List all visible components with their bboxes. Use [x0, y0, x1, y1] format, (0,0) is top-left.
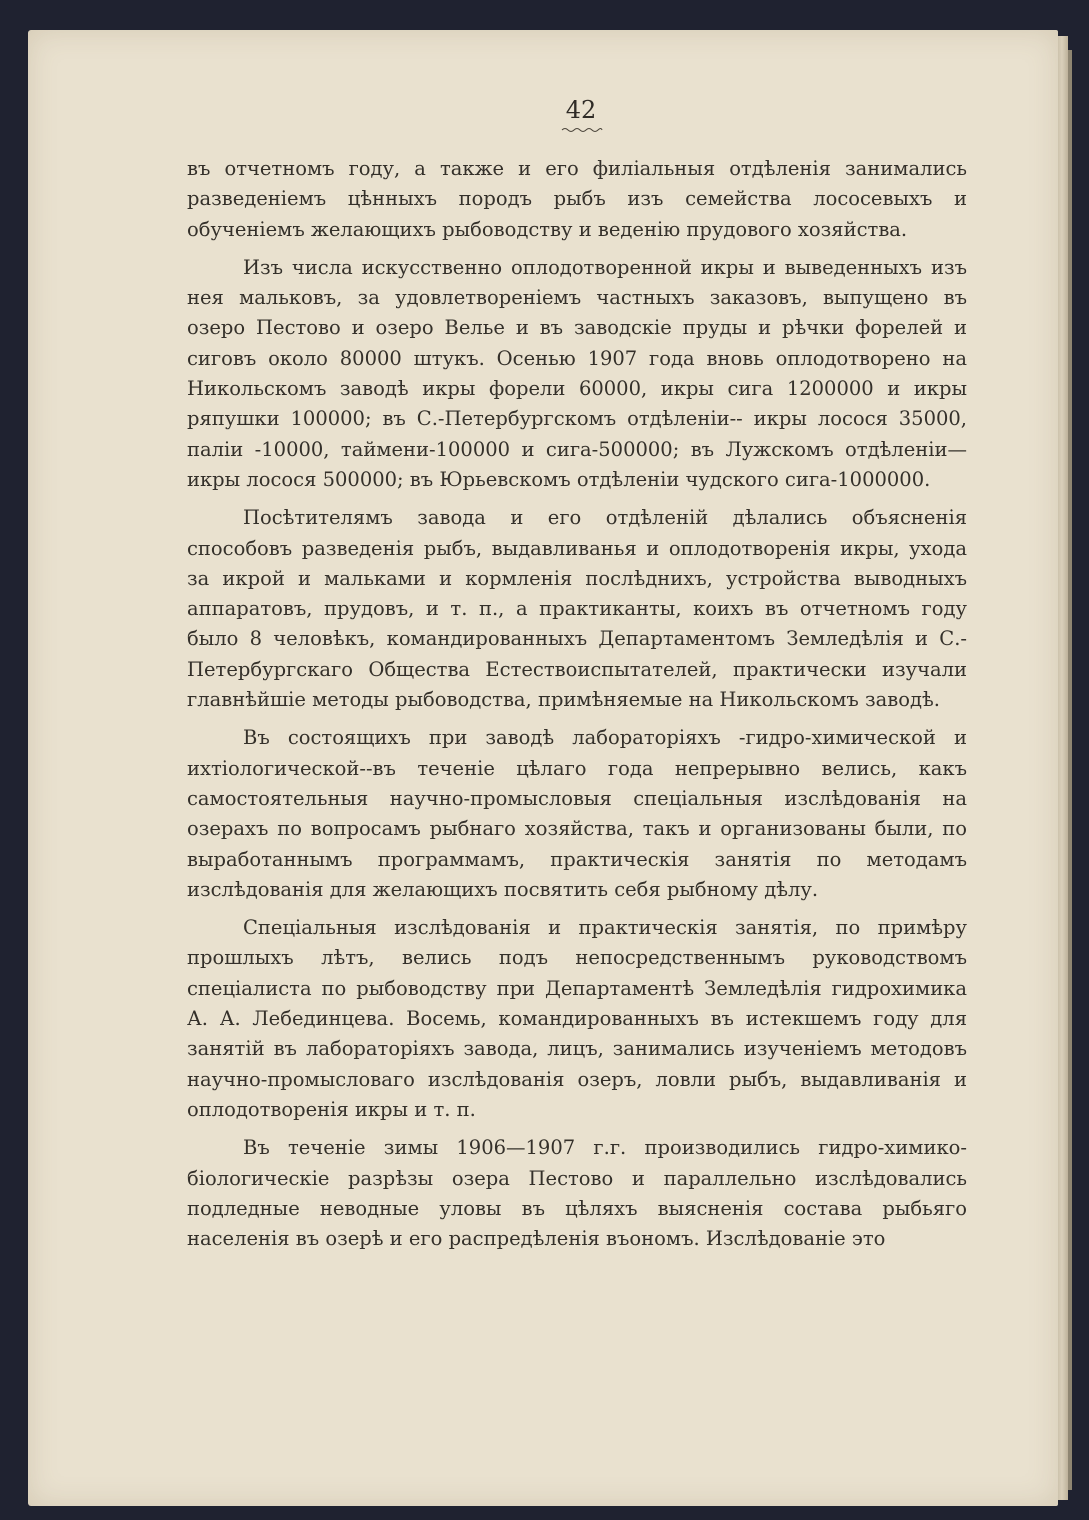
- page-number-ornament: [561, 126, 603, 134]
- page-stack-edge: [1058, 36, 1068, 1500]
- page-number: 42: [565, 96, 597, 124]
- body-text: [187, 154, 967, 1262]
- paragraph-3: Посѣтителямъ завода и его отдѣленій дѣлались объясненія способовъ разведенія рыбъ, выдавливанья и оплодотворенія икры, ухода за икрой и мальками и кормленія послѣднихъ, устройства выводныхъ аппаратовъ, прудовъ, и т. п., а практиканты, коихъ въ отчетномъ году было 8 человѣкъ, командированныхъ Департаментомъ Земледѣлія и С.-Петербургскаго Общества Естествоиспытателей, практически изучали главнѣйшіе методы рыбоводства, примѣняемые на Никольскомъ заводѣ.: [187, 506, 967, 712]
- paragraph-6: Въ теченіе зимы 1906—1907 г.г. производились гидро-химико-біологическіе разрѣзы озера Пестово и параллельно изслѣдовались подледные неводные уловы въ цѣляхъ выясненія состава рыбьяго населенія въ озерѣ и его распредѣленія въономъ. Изслѣдованіе это: [187, 1136, 967, 1251]
- paragraph-5: Спеціальныя изслѣдованія и практическія занятія, по примѣру прошлыхъ лѣтъ, велись подъ непосредственнымъ руководствомъ спеціалиста по рыбоводству при Департаментѣ Земледѣлія гидрохимика А. А. Лебединцева. Восемь, командированныхъ въ истекшемъ году для занятій въ лабораторіяхъ завода, лицъ, занимались изученіемъ методовъ научно-промысловаго изслѣдованія озеръ, ловли рыбъ, выдавливанія и оплодотворенія икры и т. п.: [187, 916, 967, 1121]
- paragraph-2: Изъ числа искусственно оплодотворенной икры и выведенныхъ изъ нея мальковъ, за удовлетвореніемъ частныхъ заказовъ, выпущено въ озеро Пестово и озеро Велье и въ заводскіе пруды и рѣчки форелей и сиговъ около 80000 штукъ. Осенью 1907 года вновь оплодотворено на Никольскомъ заводѣ икры форели 60000, икры сига 1200000 и икры ряпушки 100000; въ С.-Петербургскомъ отдѣленіи-- икры лосося 35000, паліи -10000, таймени-100000 и сига-500000; въ Лужскомъ отдѣленіи—икры лосося 500000; въ Юрьевскомъ отдѣленіи чудского сига-1000000.: [187, 255, 967, 491]
- paragraph-4: Въ состоящихъ при заводѣ лабораторіяхъ -гидро-химической и ихтіологической--въ теченіе цѣлаго года непрерывно велись, какъ самостоятельныя научно-промысловыя спеціальныя изслѣдованія на озерахъ по вопросамъ рыбнаго хозяйства, такъ и организованы были, по выработаннымъ программамъ, практическія занятія по методамъ изслѣдованія для желающихъ посвятить себя рыбному дѣлу.: [187, 726, 967, 901]
- paragraph-1: въ отчетномъ году, а также и его филіальныя отдѣленія занимались разведеніемъ цѣнныхъ породъ рыбъ изъ семейства лососевыхъ и обученіемъ желающихъ рыбоводству и веденію прудового хозяйства.: [187, 157, 967, 241]
- page-stack-shadow: [1068, 50, 1072, 1490]
